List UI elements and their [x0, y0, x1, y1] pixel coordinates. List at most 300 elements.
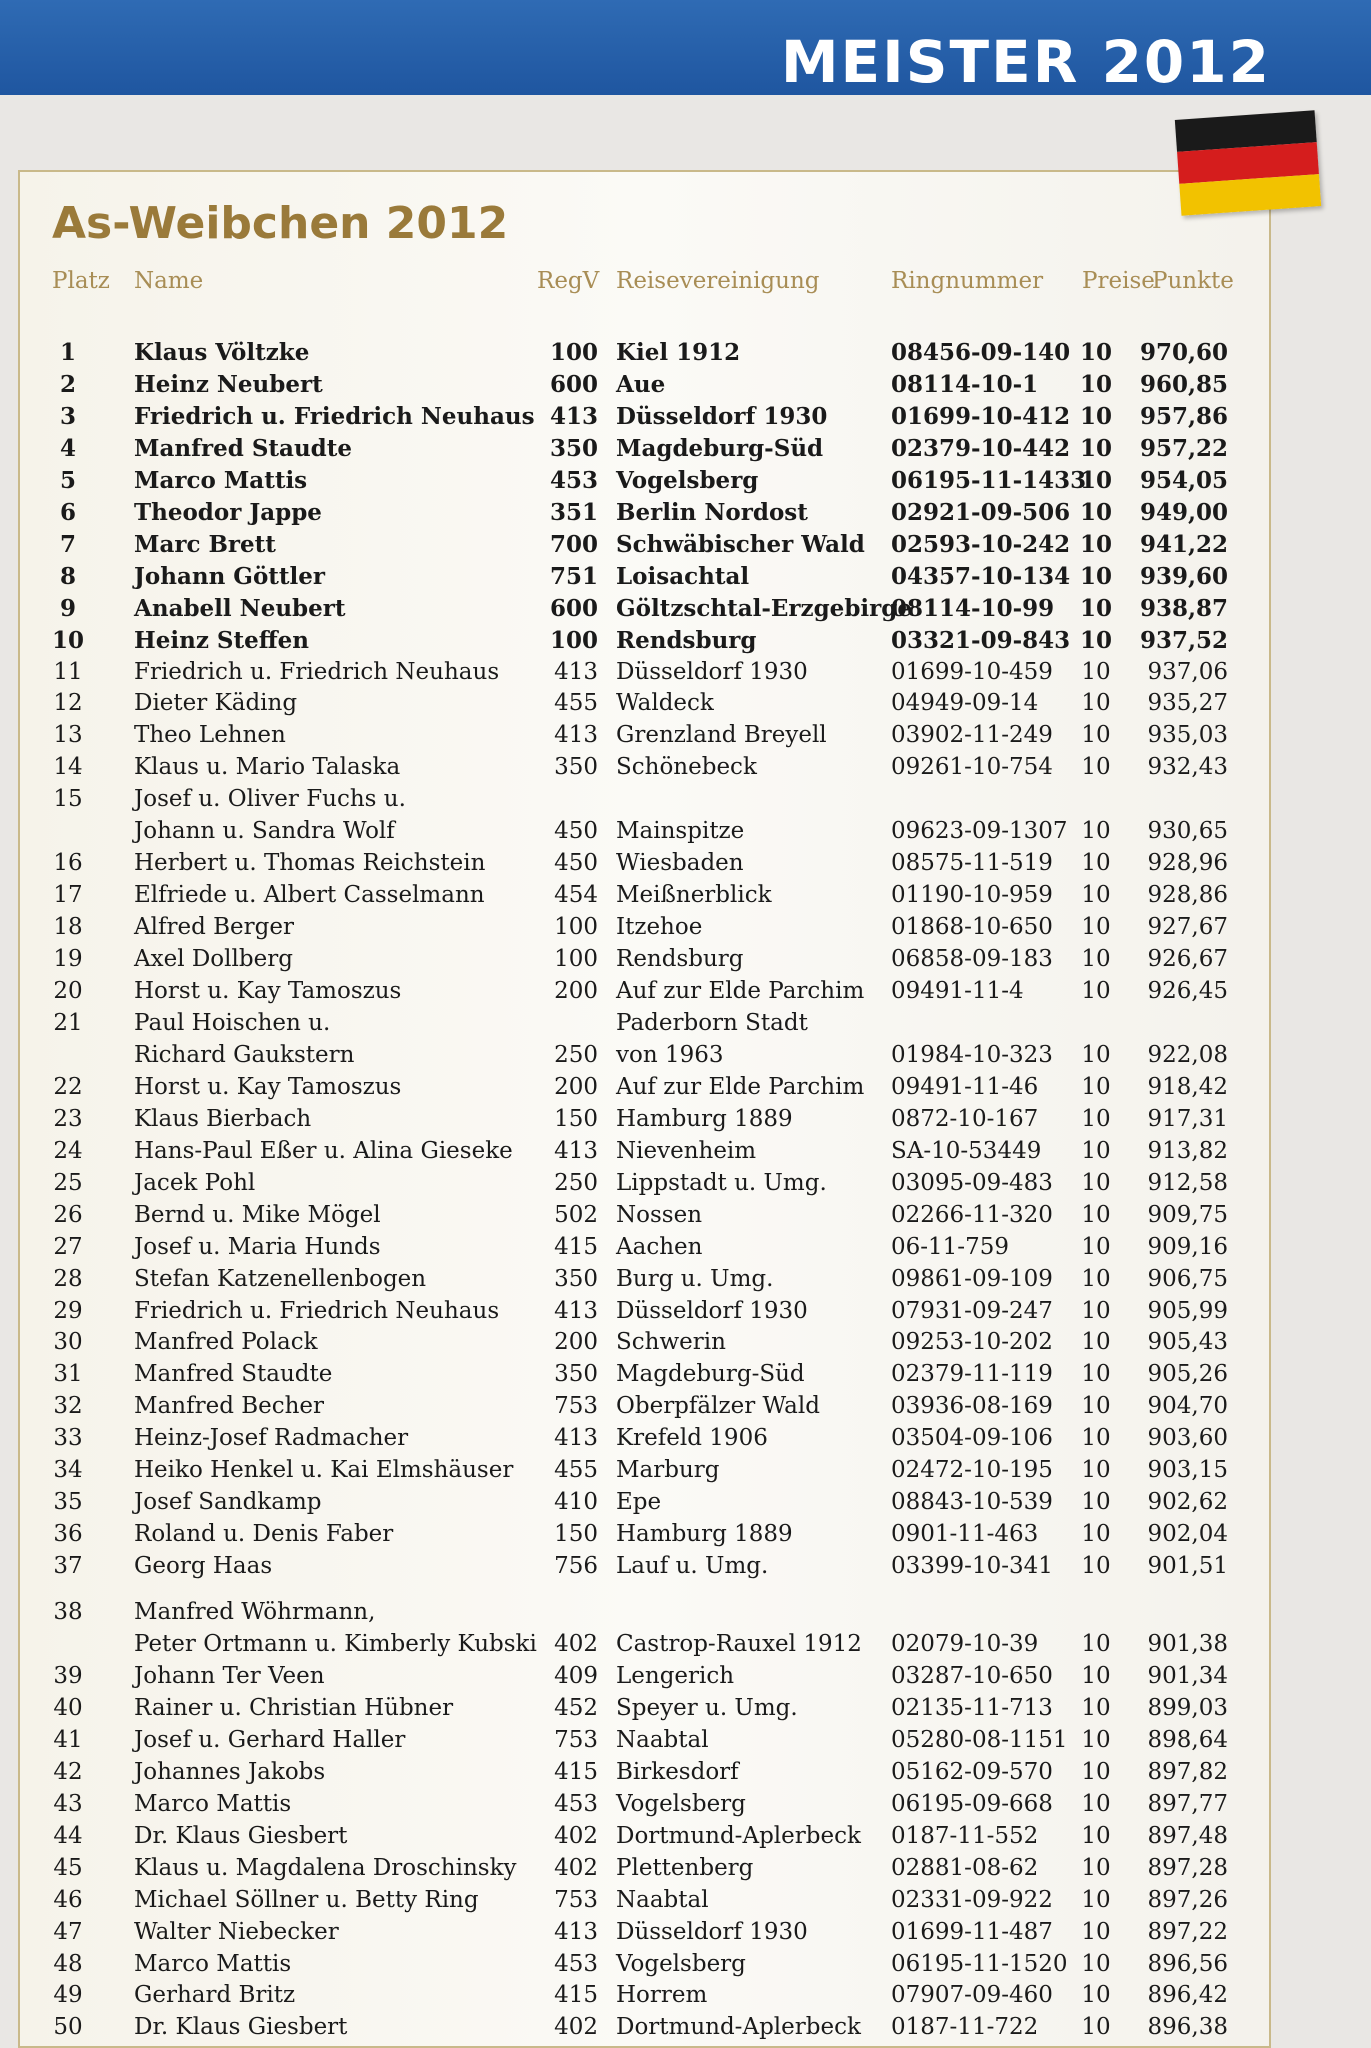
platz-cell: 42: [53, 1758, 83, 1785]
ringnummer-cell: 09491-11-46: [891, 1073, 1039, 1100]
reisevereinigung-cell: Paderborn Stadt: [616, 1009, 808, 1036]
ringnummer-cell: 0901-11-463: [891, 1521, 1039, 1548]
punkte-cell: 918,42: [1147, 1073, 1228, 1100]
regv-cell: 350: [549, 434, 598, 462]
regv-cell: 413: [554, 658, 598, 685]
reisevereinigung-cell: Birkesdorf: [616, 1758, 739, 1785]
ringnummer-cell: 03399-10-341: [891, 1553, 1053, 1580]
reisevereinigung-cell: Horrem: [616, 1982, 708, 2009]
name-cell: Stefan Katzenellenbogen: [134, 1265, 427, 1292]
reisevereinigung-cell: Lengerich: [616, 1662, 735, 1689]
ringnummer-cell: 02266-11-320: [891, 1201, 1053, 1228]
ringnummer-cell: 03504-09-106: [891, 1425, 1053, 1452]
punkte-cell: 935,27: [1147, 690, 1228, 717]
ringnummer-cell: 01190-10-959: [891, 882, 1053, 909]
name-cell: Josef Sandkamp: [134, 1489, 322, 1516]
regv-cell: 450: [554, 850, 598, 877]
col-reisevereinigung-header: Reisevereinigung: [616, 268, 820, 294]
platz-cell: 1: [59, 339, 76, 366]
reisevereinigung-cell: Schwäbischer Wald: [616, 530, 865, 558]
reisevereinigung-cell: Castrop-Rauxel 1912: [616, 1631, 862, 1657]
name-cell: Klaus Völtzke: [134, 339, 310, 366]
ringnummer-cell: 0872-10-167: [891, 1105, 1039, 1132]
name-cell: Josef u. Oliver Fuchs u.: [134, 786, 406, 813]
preise-cell: 10: [1081, 1169, 1111, 1196]
regv-cell: 413: [549, 402, 598, 430]
preise-cell: 10: [1081, 1854, 1111, 1881]
platz-cell: 26: [53, 1201, 83, 1228]
platz-cell: 38: [53, 1599, 83, 1626]
reisevereinigung-cell: Düsseldorf 1930: [616, 1297, 808, 1324]
ringnummer-cell: 02135-11-713: [891, 1694, 1053, 1721]
name-cell: Roland u. Denis Faber: [134, 1521, 394, 1548]
regv-cell: 200: [554, 1329, 598, 1356]
preise-cell: 10: [1081, 1201, 1111, 1228]
punkte-cell: 897,22: [1147, 1918, 1228, 1945]
regv-cell: 350: [554, 1265, 598, 1292]
platz-cell: 44: [53, 1822, 83, 1849]
reisevereinigung-cell-continued: von 1963: [616, 1041, 724, 1068]
punkte-cell: 902,62: [1147, 1489, 1228, 1516]
name-cell: Michael Söllner u. Betty Ring: [134, 1886, 479, 1913]
name-cell: Gerhard Britz: [134, 1982, 296, 2009]
ringnummer-cell: 06195-11-1520: [891, 1950, 1068, 1977]
regv-cell: 413: [554, 1297, 598, 1324]
platz-cell: 48: [53, 1950, 83, 1977]
preise-cell: 10: [1081, 1886, 1111, 1913]
reisevereinigung-cell: Lauf u. Umg.: [616, 1553, 769, 1580]
name-cell: Dr. Klaus Giesbert: [134, 2014, 348, 2041]
punkte-cell: 912,58: [1147, 1169, 1228, 1196]
preise-cell: 10: [1081, 1950, 1111, 1977]
platz-cell: 15: [53, 786, 83, 813]
name-cell: Klaus u. Mario Talaska: [134, 754, 401, 781]
name-cell: Johannes Jakobs: [134, 1758, 326, 1785]
reisevereinigung-cell: Speyer u. Umg.: [616, 1694, 798, 1721]
ringnummer-cell: 01984-10-323: [891, 1041, 1053, 1068]
reisevereinigung-cell: Marburg: [616, 1457, 720, 1484]
punkte-cell: 926,45: [1147, 978, 1228, 1004]
name-cell: Manfred Staudte: [134, 434, 353, 462]
name-cell: Walter Niebecker: [134, 1918, 339, 1945]
name-cell: Friedrich u. Friedrich Neuhaus: [134, 1297, 500, 1324]
platz-cell: 18: [53, 914, 83, 941]
name-cell: Marco Mattis: [134, 1950, 292, 1977]
ringnummer-cell: 08114-10-1: [891, 370, 1039, 398]
platz-cell: 6: [59, 498, 76, 526]
reisevereinigung-cell: Waldeck: [616, 690, 714, 717]
regv-cell: 100: [554, 946, 598, 973]
reisevereinigung-cell: Auf zur Elde Parchim: [616, 1073, 865, 1100]
punkte-cell: 896,56: [1147, 1950, 1228, 1977]
punkte-cell: 906,75: [1147, 1265, 1228, 1292]
name-cell: Horst u. Kay Tamoszus: [134, 1073, 402, 1100]
name-cell: Friedrich u. Friedrich Neuhaus: [134, 402, 535, 430]
header-banner: [0, 0, 1371, 95]
name-cell-continued: Peter Ortmann u. Kimberly Kubski: [134, 1631, 537, 1657]
platz-cell: 25: [53, 1169, 83, 1196]
reisevereinigung-cell: Düsseldorf 1930: [616, 402, 828, 430]
regv-cell: 455: [554, 690, 598, 717]
preise-cell: 10: [1079, 339, 1112, 366]
platz-cell: 32: [53, 1393, 83, 1420]
reisevereinigung-cell: Meißnerblick: [616, 882, 772, 909]
preise-cell: 10: [1079, 562, 1112, 590]
col-preise-header: Preise: [1082, 268, 1155, 294]
regv-cell: 455: [554, 1457, 598, 1484]
reisevereinigung-cell: Vogelsberg: [616, 1950, 746, 1977]
ringnummer-cell: 02472-10-195: [891, 1457, 1053, 1484]
ringnummer-cell: 09861-09-109: [891, 1265, 1053, 1292]
name-cell: Alfred Berger: [134, 914, 294, 941]
regv-cell: 402: [554, 1854, 598, 1881]
reisevereinigung-cell: Plettenberg: [616, 1854, 754, 1881]
punkte-cell: 954,05: [1139, 466, 1228, 494]
regv-cell: 402: [554, 1822, 598, 1849]
punkte-cell: 957,22: [1139, 434, 1228, 462]
preise-cell: 10: [1081, 1489, 1111, 1516]
ringnummer-cell: 06195-09-668: [891, 1790, 1053, 1817]
platz-cell: 41: [53, 1726, 83, 1753]
punkte-cell: 896,42: [1147, 1982, 1228, 2009]
punkte-cell: 939,60: [1139, 562, 1228, 590]
ringnummer-cell: 04949-09-14: [891, 690, 1039, 717]
ringnummer-cell: 09253-10-202: [891, 1329, 1053, 1356]
preise-cell: 10: [1081, 1297, 1111, 1324]
preise-cell: 10: [1081, 658, 1111, 685]
platz-cell: 20: [53, 978, 83, 1004]
punkte-cell: 932,43: [1147, 754, 1228, 781]
col-ringnummer-header: Ringnummer: [891, 268, 1044, 294]
col-name-header: Name: [134, 268, 204, 294]
name-cell: Marco Mattis: [134, 466, 308, 494]
name-cell: Johann Ter Veen: [134, 1662, 325, 1689]
name-cell: Rainer u. Christian Hübner: [134, 1694, 454, 1721]
reisevereinigung-cell: Kiel 1912: [616, 339, 741, 366]
preise-cell: 10: [1081, 1521, 1111, 1548]
ringnummer-cell: SA-10-53449: [891, 1137, 1042, 1164]
reisevereinigung-cell: Naabtal: [616, 1726, 709, 1753]
punkte-cell: 926,67: [1147, 946, 1228, 973]
regv-cell: 200: [554, 978, 598, 1004]
regv-cell: 402: [554, 1631, 598, 1657]
reisevereinigung-cell: Mainspitze: [616, 818, 745, 845]
preise-cell: 10: [1081, 882, 1111, 909]
punkte-cell: 922,08: [1147, 1041, 1228, 1068]
ringnummer-cell: 07907-09-460: [891, 1982, 1053, 2009]
ringnummer-cell: 0187-11-552: [891, 1822, 1039, 1849]
name-cell: Horst u. Kay Tamoszus: [134, 978, 402, 1004]
ringnummer-cell: 04357-10-134: [891, 562, 1071, 590]
reisevereinigung-cell: Schönebeck: [616, 754, 757, 781]
preise-cell: 10: [1081, 1790, 1111, 1817]
preise-cell: 10: [1081, 1105, 1111, 1132]
regv-cell: 100: [549, 626, 598, 654]
regv-cell: 753: [554, 1726, 598, 1753]
regv-cell: 351: [549, 498, 598, 526]
ringnummer-cell: 08575-11-519: [891, 850, 1053, 877]
ringnummer-cell: 03902-11-249: [891, 722, 1053, 749]
preise-cell: 10: [1079, 594, 1112, 622]
preise-cell: 10: [1081, 914, 1111, 941]
ringnummer-cell: 09261-10-754: [891, 754, 1053, 781]
punkte-cell: 903,15: [1147, 1457, 1228, 1484]
name-cell: Herbert u. Thomas Reichstein: [134, 850, 486, 877]
name-cell-continued: Johann u. Sandra Wolf: [134, 818, 395, 845]
punkte-cell: 927,67: [1147, 914, 1228, 941]
regv-cell: 450: [554, 818, 598, 845]
reisevereinigung-cell: Aue: [616, 370, 666, 398]
preise-cell: 10: [1081, 1982, 1111, 2009]
preise-cell: 10: [1081, 1918, 1111, 1945]
punkte-cell: 909,75: [1147, 1201, 1228, 1228]
regv-cell: 415: [554, 1758, 598, 1785]
preise-cell: 10: [1081, 946, 1111, 973]
punkte-cell: 935,03: [1147, 722, 1228, 749]
punkte-cell: 917,31: [1147, 1105, 1228, 1132]
regv-cell: 454: [554, 882, 598, 909]
ringnummer-cell: 05280-08-1151: [891, 1726, 1068, 1753]
name-cell: Hans-Paul Eßer u. Alina Gieseke: [134, 1137, 513, 1164]
ringnummer-cell: 02881-08-62: [891, 1854, 1039, 1881]
name-cell: Theo Lehnen: [134, 722, 286, 749]
punkte-cell: 898,64: [1147, 1726, 1228, 1753]
platz-cell: 24: [53, 1137, 83, 1164]
name-cell: Georg Haas: [134, 1553, 273, 1580]
reisevereinigung-cell: Itzehoe: [616, 914, 703, 941]
regv-cell: 409: [554, 1662, 598, 1689]
preise-cell: 10: [1081, 1393, 1111, 1420]
punkte-cell: 960,85: [1139, 370, 1228, 398]
col-regv-header: RegV: [537, 268, 600, 294]
platz-cell: 31: [53, 1361, 83, 1388]
banner-title: MEISTER 2012: [780, 28, 1271, 96]
name-cell: Friedrich u. Friedrich Neuhaus: [134, 658, 500, 685]
preise-cell: 10: [1081, 1137, 1111, 1164]
reisevereinigung-cell: Vogelsberg: [616, 1790, 746, 1817]
platz-cell: 30: [53, 1329, 83, 1356]
preise-cell: 10: [1081, 2014, 1111, 2041]
ringnummer-cell: 02079-10-39: [891, 1631, 1039, 1657]
punkte-cell: 897,28: [1147, 1854, 1228, 1881]
platz-cell: 11: [53, 658, 83, 685]
regv-cell: 410: [554, 1489, 598, 1516]
platz-cell: 5: [59, 466, 76, 494]
preise-cell: 10: [1081, 690, 1111, 717]
reisevereinigung-cell: Düsseldorf 1930: [616, 658, 808, 685]
platz-cell: 21: [53, 1009, 83, 1036]
platz-cell: 50: [53, 2014, 83, 2041]
ringnummer-cell: 08843-10-539: [891, 1489, 1053, 1516]
punkte-cell: 905,99: [1147, 1297, 1228, 1324]
regv-cell: 150: [554, 1521, 598, 1548]
preise-cell: 10: [1081, 1631, 1111, 1657]
preise-cell: 10: [1081, 754, 1111, 781]
punkte-cell: 913,82: [1147, 1137, 1228, 1164]
reisevereinigung-cell: Lippstadt u. Umg.: [616, 1169, 827, 1196]
reisevereinigung-cell: Schwerin: [616, 1329, 726, 1356]
ringnummer-cell: 03095-09-483: [891, 1169, 1053, 1196]
name-cell: Heinz-Josef Radmacher: [134, 1425, 409, 1452]
preise-cell: 10: [1079, 402, 1112, 430]
preise-cell: 10: [1079, 626, 1112, 654]
punkte-cell: 899,03: [1147, 1694, 1228, 1721]
ringnummer-cell: 0187-11-722: [891, 2014, 1039, 2041]
punkte-cell: 901,34: [1147, 1662, 1228, 1689]
name-cell: Josef u. Gerhard Haller: [134, 1726, 406, 1753]
punkte-cell: 903,60: [1147, 1425, 1228, 1452]
punkte-cell: 905,43: [1147, 1329, 1228, 1356]
german-flag-icon: [1175, 110, 1321, 216]
ringnummer-cell: 02331-09-922: [891, 1886, 1053, 1913]
platz-cell: 2: [59, 370, 76, 398]
regv-cell: 453: [554, 1790, 598, 1817]
platz-cell: 4: [59, 434, 76, 462]
punkte-cell: 897,48: [1147, 1822, 1228, 1849]
punkte-cell: 905,26: [1147, 1361, 1228, 1388]
punkte-cell: 897,82: [1147, 1758, 1228, 1785]
reisevereinigung-cell: Magdeburg-Süd: [616, 1361, 805, 1388]
punkte-cell: 909,16: [1147, 1233, 1228, 1260]
platz-cell: 49: [53, 1982, 83, 2009]
col-platz-header: Platz: [52, 268, 110, 294]
preise-cell: 10: [1079, 498, 1112, 526]
platz-cell: 9: [59, 594, 76, 622]
ringnummer-cell: 06195-11-1433: [891, 466, 1087, 494]
platz-cell: 17: [53, 882, 83, 909]
punkte-cell: 937,52: [1139, 626, 1228, 654]
punkte-cell: 957,86: [1139, 402, 1228, 430]
name-cell: Theodor Jappe: [134, 498, 322, 526]
name-cell: Anabell Neubert: [134, 594, 346, 622]
reisevereinigung-cell: Dortmund-Aplerbeck: [616, 1822, 861, 1849]
platz-cell: 35: [53, 1489, 83, 1516]
regv-cell: 350: [554, 1361, 598, 1388]
name-cell: Manfred Staudte: [134, 1361, 333, 1388]
regv-cell: 150: [554, 1105, 598, 1132]
regv-cell: 402: [554, 2014, 598, 2041]
preise-cell: 10: [1079, 370, 1112, 398]
regv-cell: 453: [554, 1950, 598, 1977]
name-cell: Klaus Bierbach: [134, 1105, 312, 1132]
platz-cell: 8: [59, 562, 76, 590]
ringnummer-cell: 01699-10-459: [891, 658, 1053, 685]
reisevereinigung-cell: Rendsburg: [616, 626, 757, 654]
platz-cell: 33: [53, 1425, 83, 1452]
preise-cell: 10: [1081, 722, 1111, 749]
name-cell: Klaus u. Magdalena Droschinsky: [134, 1854, 517, 1881]
ringnummer-cell: 09623-09-1307: [891, 818, 1068, 845]
platz-cell: 12: [53, 690, 83, 717]
preise-cell: 10: [1079, 530, 1112, 558]
punkte-cell: 928,96: [1147, 850, 1228, 877]
regv-cell: 415: [554, 1982, 598, 2009]
reisevereinigung-cell: Berlin Nordost: [616, 498, 808, 526]
regv-cell: 756: [554, 1553, 598, 1580]
reisevereinigung-cell: Auf zur Elde Parchim: [616, 978, 865, 1004]
name-cell: Marco Mattis: [134, 1790, 292, 1817]
platz-cell: 45: [53, 1854, 83, 1881]
punkte-cell: 897,26: [1147, 1886, 1228, 1913]
ringnummer-cell: 02593-10-242: [891, 530, 1071, 558]
punkte-cell: 902,04: [1147, 1521, 1228, 1548]
platz-cell: 14: [53, 754, 83, 781]
punkte-cell: 928,86: [1147, 882, 1228, 909]
platz-cell: 23: [53, 1105, 83, 1132]
punkte-cell: 938,87: [1139, 594, 1228, 622]
page-title: As-Weibchen 2012: [52, 198, 509, 249]
ringnummer-cell: 07931-09-247: [891, 1297, 1053, 1324]
preise-cell: 10: [1081, 1361, 1111, 1388]
punkte-cell: 901,38: [1147, 1631, 1228, 1657]
punkte-cell: 937,06: [1147, 658, 1228, 685]
name-cell: Manfred Polack: [134, 1329, 318, 1356]
platz-cell: 39: [53, 1662, 83, 1689]
regv-cell: 700: [549, 530, 598, 558]
preise-cell: 10: [1081, 1726, 1111, 1753]
reisevereinigung-cell: Düsseldorf 1930: [616, 1918, 808, 1945]
preise-cell: 10: [1081, 1457, 1111, 1484]
reisevereinigung-cell: Hamburg 1889: [616, 1521, 793, 1548]
platz-cell: 27: [53, 1233, 83, 1260]
preise-cell: 10: [1081, 1758, 1111, 1785]
name-cell: Dieter Käding: [134, 690, 298, 717]
regv-cell: 415: [554, 1233, 598, 1260]
platz-cell: 37: [53, 1553, 83, 1580]
ringnummer-cell: 06858-09-183: [891, 946, 1053, 973]
platz-cell: 22: [53, 1073, 83, 1100]
name-cell: Marc Brett: [134, 530, 276, 558]
preise-cell: 10: [1081, 850, 1111, 877]
name-cell: Johann Göttler: [134, 562, 326, 590]
punkte-cell: 970,60: [1139, 339, 1228, 366]
name-cell: Heiko Henkel u. Kai Elmshäuser: [134, 1457, 514, 1484]
ringnummer-cell: 08114-10-99: [891, 594, 1055, 622]
platz-cell: 7: [59, 530, 76, 558]
punkte-cell: 896,38: [1147, 2014, 1228, 2041]
platz-cell: 29: [53, 1297, 83, 1324]
reisevereinigung-cell: Naabtal: [616, 1886, 709, 1913]
platz-cell: 13: [53, 722, 83, 749]
name-cell: Paul Hoischen u.: [134, 1009, 331, 1036]
reisevereinigung-cell: Hamburg 1889: [616, 1105, 793, 1132]
ringnummer-cell: 09491-11-4: [891, 978, 1024, 1004]
regv-cell: 753: [554, 1393, 598, 1420]
preise-cell: 10: [1081, 1662, 1111, 1689]
regv-cell: 250: [554, 1169, 598, 1196]
name-cell: Manfred Becher: [134, 1393, 325, 1420]
punkte-cell: 901,51: [1147, 1553, 1228, 1580]
regv-cell: 350: [554, 754, 598, 781]
regv-cell: 753: [554, 1886, 598, 1913]
name-cell: Jacek Pohl: [134, 1169, 256, 1196]
platz-cell: 47: [53, 1918, 83, 1945]
reisevereinigung-cell: Grenzland Breyell: [616, 722, 827, 749]
ringnummer-cell: 03321-09-843: [891, 626, 1071, 654]
regv-cell: 200: [554, 1073, 598, 1100]
reisevereinigung-cell: Magdeburg-Süd: [616, 434, 824, 462]
name-cell: Bernd u. Mike Mögel: [134, 1201, 381, 1228]
regv-cell: 452: [554, 1694, 598, 1721]
ringnummer-cell: 02379-10-442: [891, 434, 1071, 462]
preise-cell: 10: [1081, 1329, 1111, 1356]
punkte-cell: 941,22: [1139, 530, 1228, 558]
ringnummer-cell: 05162-09-570: [891, 1758, 1053, 1785]
reisevereinigung-cell: Dortmund-Aplerbeck: [616, 2014, 861, 2041]
regv-cell: 100: [554, 914, 598, 941]
ringnummer-cell: 01699-11-487: [891, 1918, 1053, 1945]
preise-cell: 10: [1081, 1073, 1111, 1100]
